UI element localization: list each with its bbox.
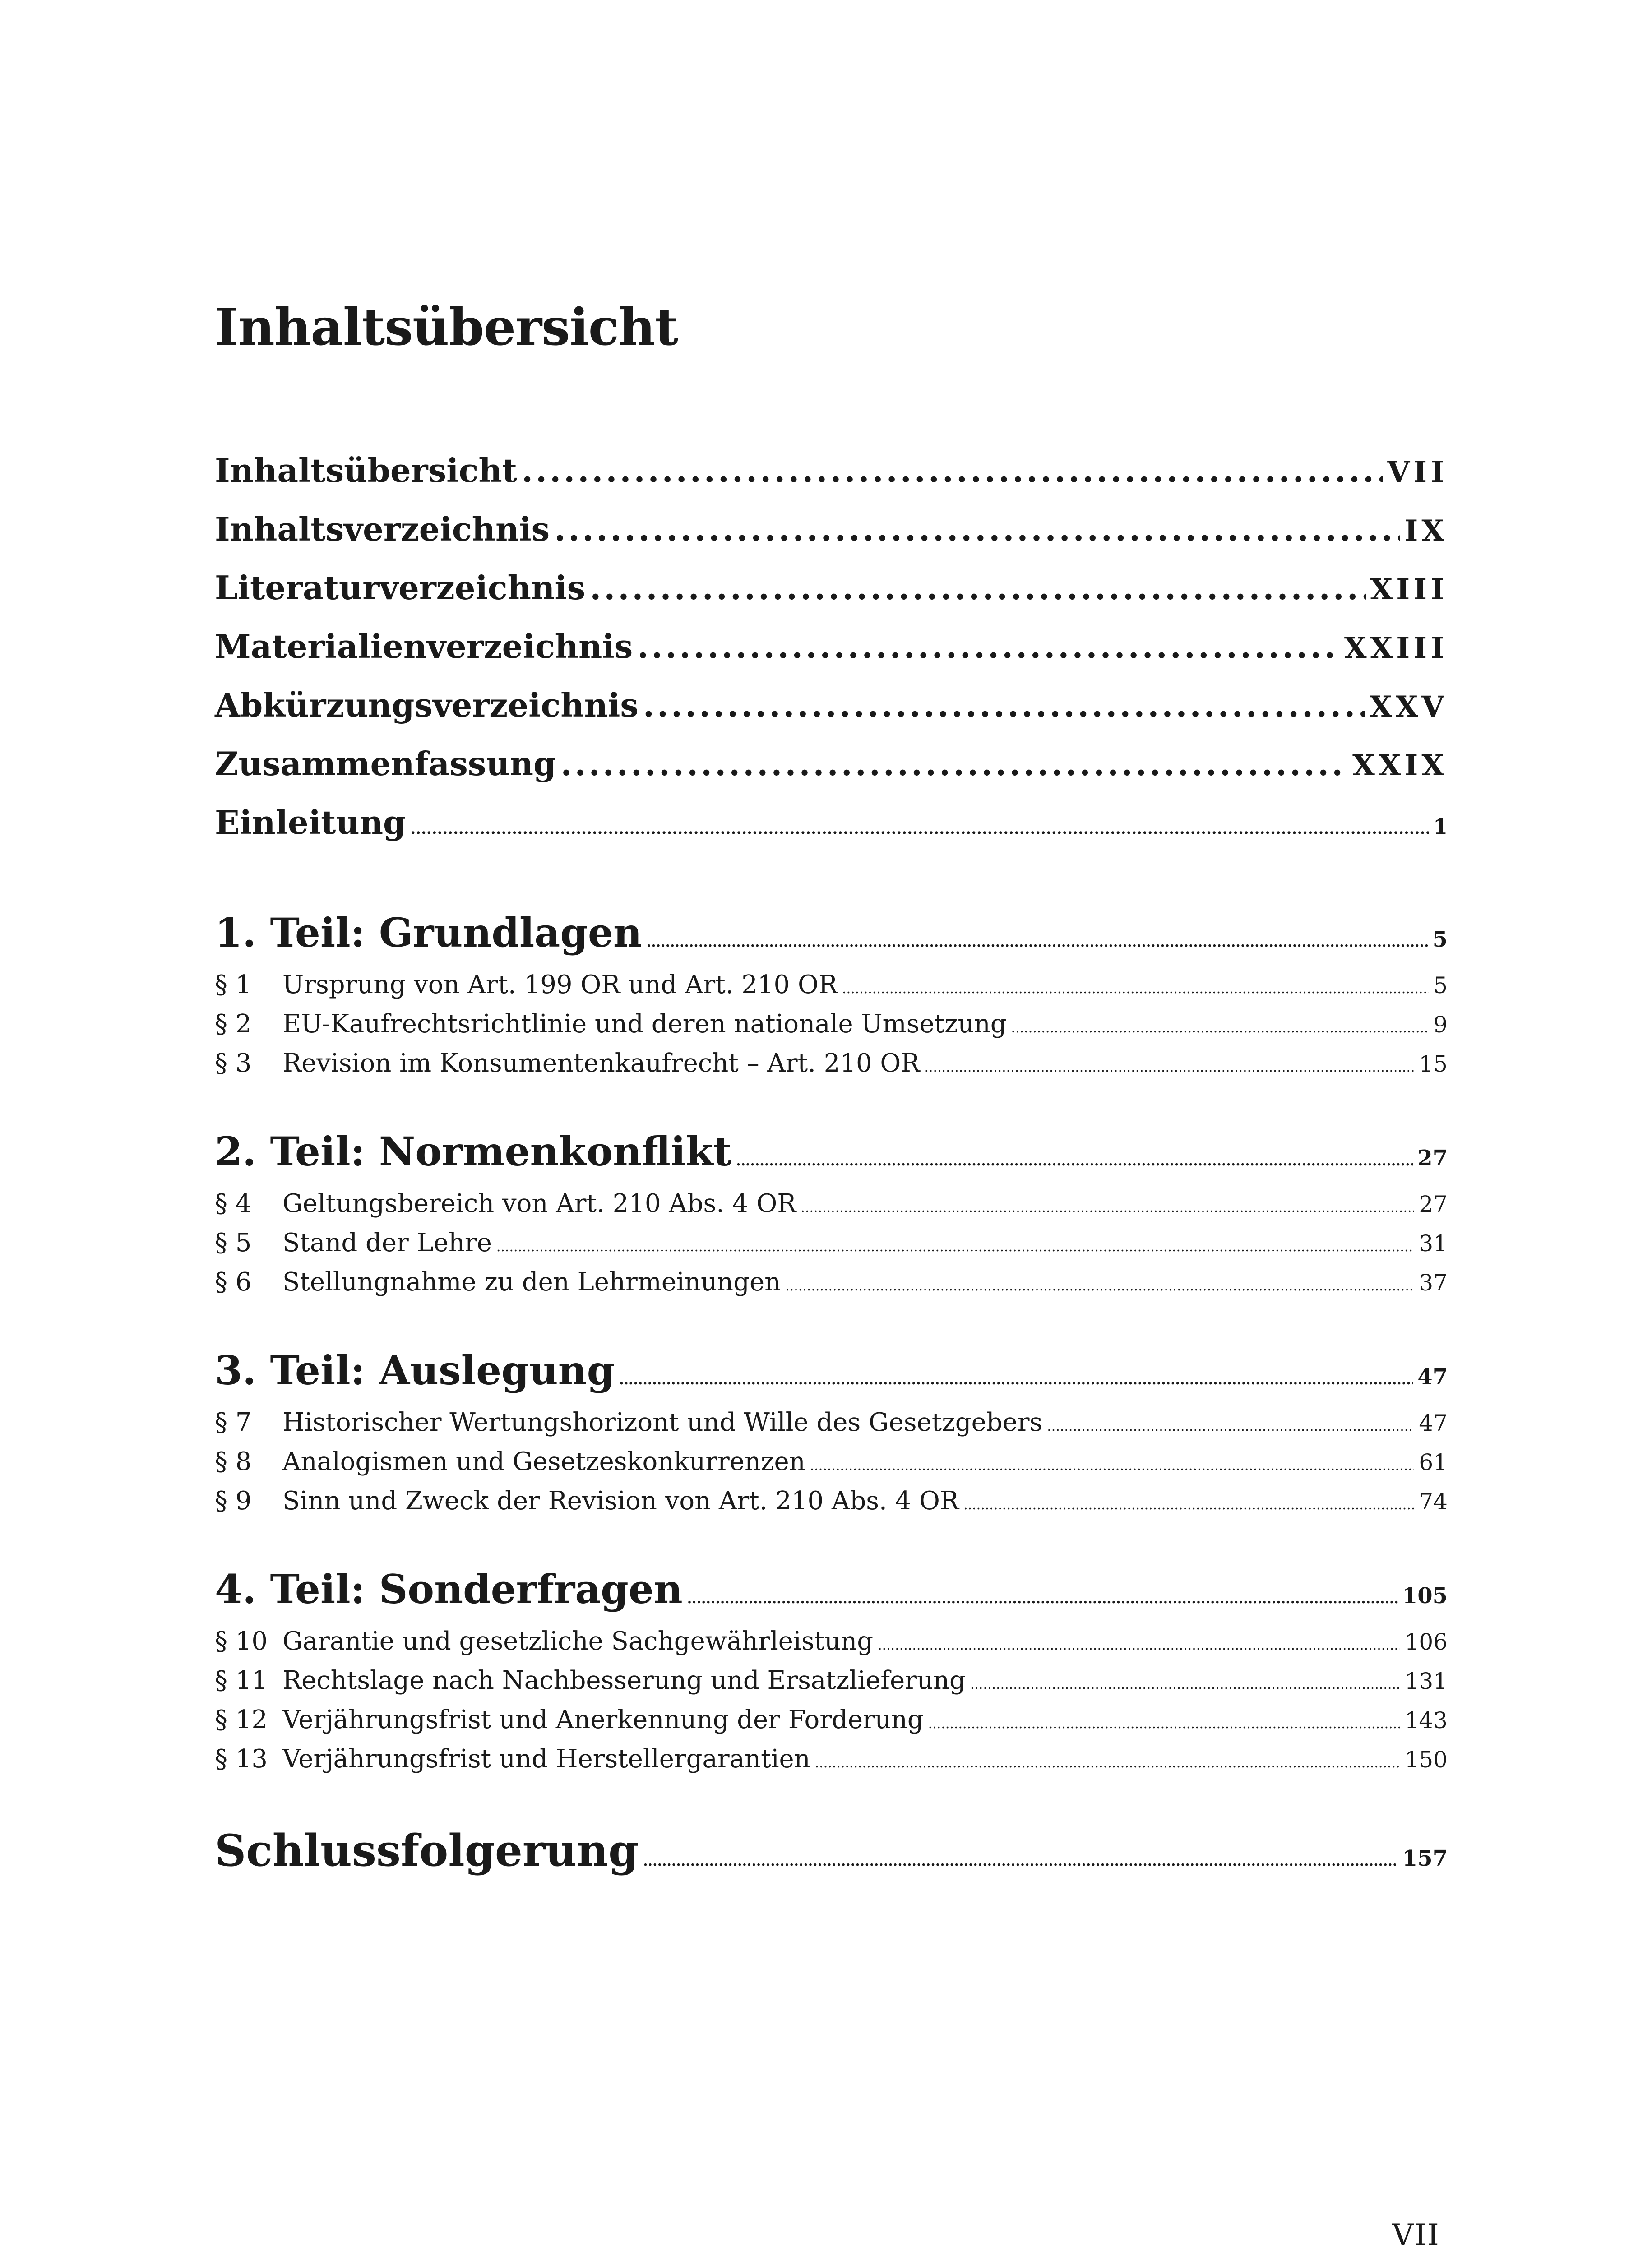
dot-leader bbox=[878, 1637, 1400, 1653]
section-number: § 11 bbox=[215, 1666, 268, 1695]
section-number: § 1 bbox=[215, 970, 252, 999]
section-page: 143 bbox=[1404, 1707, 1448, 1734]
toc-part-3[interactable] bbox=[215, 1347, 1448, 1394]
dot-leader bbox=[560, 744, 1348, 783]
toc-part-2[interactable] bbox=[215, 1128, 1448, 1175]
toc-section[interactable] bbox=[215, 1486, 1448, 1516]
toc-section[interactable] bbox=[215, 1705, 1448, 1734]
toc-entry-inhaltsverzeichnis[interactable] bbox=[215, 510, 1448, 559]
toc-section[interactable] bbox=[215, 1666, 1448, 1695]
toc-part-page: 47 bbox=[1417, 1364, 1448, 1390]
toc-part-title: 3. Teil: Auslegung bbox=[215, 1347, 615, 1394]
toc-entry-page: XIII bbox=[1370, 573, 1448, 606]
page-title: Inhaltsübersicht bbox=[215, 298, 678, 357]
section-number: § 6 bbox=[215, 1267, 252, 1297]
dot-leader bbox=[554, 510, 1400, 548]
toc-section[interactable] bbox=[215, 1408, 1448, 1437]
section-title: Historischer Wertungshorizont und Wille des Gesetzgebers bbox=[282, 1408, 1043, 1437]
section-page: 37 bbox=[1419, 1270, 1448, 1296]
toc-section[interactable] bbox=[215, 1447, 1448, 1476]
section-page: 27 bbox=[1419, 1191, 1448, 1217]
section-page: 150 bbox=[1404, 1747, 1448, 1773]
dot-leader bbox=[410, 820, 1429, 838]
section-number: § 12 bbox=[215, 1705, 268, 1734]
section-title: EU-Kaufrechtsrichtlinie und deren nationale Umsetzung bbox=[282, 1009, 1007, 1039]
dot-leader bbox=[637, 627, 1340, 666]
toc-entry-page: XXV bbox=[1370, 690, 1448, 724]
toc-entry-page: XXIII bbox=[1344, 631, 1448, 665]
toc-section[interactable] bbox=[215, 1627, 1448, 1656]
section-title: Ursprung von Art. 199 OR und Art. 210 OR bbox=[282, 970, 838, 999]
toc-conclusion[interactable] bbox=[215, 1825, 1448, 1876]
dot-leader bbox=[963, 1497, 1414, 1513]
toc-part-page: 105 bbox=[1402, 1583, 1448, 1609]
toc-section[interactable] bbox=[215, 1744, 1448, 1774]
section-title: Revision im Konsumentenkaufrecht – Art. 210 OR bbox=[282, 1049, 920, 1078]
toc-entry-einleitung[interactable] bbox=[215, 803, 1448, 853]
section-title: Sinn und Zweck der Revision von Art. 210 Abs. 4 OR bbox=[282, 1486, 959, 1516]
toc-entry-abkuerzungsverzeichnis[interactable] bbox=[215, 686, 1448, 735]
dot-leader bbox=[928, 1716, 1400, 1732]
section-title: Rechtslage nach Nachbesserung und Ersatzlieferung bbox=[282, 1666, 966, 1695]
dot-leader bbox=[687, 1591, 1398, 1607]
toc-entry-label: Literaturverzeichnis bbox=[215, 569, 586, 607]
dot-leader bbox=[815, 1755, 1400, 1771]
dot-leader bbox=[810, 1458, 1415, 1474]
section-title: Stellungnahme zu den Lehrmeinungen bbox=[282, 1267, 781, 1297]
toc-entry-label: Zusammenfassung bbox=[215, 744, 556, 783]
section-page: 74 bbox=[1419, 1489, 1448, 1515]
toc-entry-materialienverzeichnis[interactable] bbox=[215, 627, 1448, 677]
toc-entry-page: IX bbox=[1404, 514, 1448, 548]
toc-entry-label: Inhaltsverzeichnis bbox=[215, 510, 550, 548]
dot-leader bbox=[522, 451, 1383, 490]
toc-part-title: 2. Teil: Normenkonflikt bbox=[215, 1128, 732, 1175]
section-page: 5 bbox=[1433, 972, 1448, 999]
toc-entry-inhaltsuebersicht[interactable] bbox=[215, 451, 1448, 501]
section-number: § 4 bbox=[215, 1189, 252, 1218]
dot-leader bbox=[590, 569, 1365, 607]
toc-entry-page: XXIX bbox=[1352, 749, 1448, 782]
dot-leader bbox=[619, 1372, 1413, 1388]
toc-section[interactable] bbox=[215, 1189, 1448, 1218]
toc-part-title: 4. Teil: Sonderfragen bbox=[215, 1566, 683, 1613]
dot-leader bbox=[1047, 1419, 1414, 1434]
toc-part-page: 27 bbox=[1417, 1146, 1448, 1171]
section-number: § 8 bbox=[215, 1447, 252, 1476]
section-title: Verjährungsfrist und Anerkennung der Forderung bbox=[282, 1705, 924, 1734]
toc-section[interactable] bbox=[215, 1009, 1448, 1039]
section-number: § 2 bbox=[215, 1009, 252, 1039]
toc-conclusion-page: 157 bbox=[1402, 1846, 1448, 1871]
section-page: 9 bbox=[1433, 1012, 1448, 1038]
toc-part-title: 1. Teil: Grundlagen bbox=[215, 909, 642, 956]
section-number: § 10 bbox=[215, 1627, 268, 1656]
toc-part-page: 5 bbox=[1432, 927, 1448, 952]
section-title: Analogismen und Gesetzeskonkurrenzen bbox=[282, 1447, 805, 1476]
dot-leader bbox=[736, 1153, 1413, 1169]
toc-section[interactable] bbox=[215, 970, 1448, 999]
section-number: § 9 bbox=[215, 1486, 252, 1516]
toc-section[interactable] bbox=[215, 1049, 1448, 1078]
section-page: 61 bbox=[1419, 1449, 1448, 1475]
section-number: § 3 bbox=[215, 1049, 252, 1078]
toc-entry-page: VII bbox=[1387, 455, 1448, 489]
dot-leader bbox=[924, 1059, 1414, 1075]
toc-entry-label: Materialienverzeichnis bbox=[215, 627, 633, 666]
section-number: § 7 bbox=[215, 1408, 252, 1437]
dot-leader bbox=[643, 1854, 1398, 1869]
toc-entry-label: Einleitung bbox=[215, 803, 406, 841]
dot-leader bbox=[970, 1677, 1400, 1692]
toc-entry-label: Inhaltsübersicht bbox=[215, 451, 517, 490]
section-number: § 13 bbox=[215, 1744, 268, 1774]
section-title: Geltungsbereich von Art. 210 Abs. 4 OR bbox=[282, 1189, 796, 1218]
toc-conclusion-title: Schlussfolgerung bbox=[215, 1825, 639, 1876]
toc-entry-label: Abkürzungsverzeichnis bbox=[215, 686, 639, 724]
section-page: 131 bbox=[1404, 1668, 1448, 1694]
section-page: 15 bbox=[1419, 1051, 1448, 1077]
toc-section[interactable] bbox=[215, 1267, 1448, 1297]
toc-part-4[interactable] bbox=[215, 1566, 1448, 1613]
section-number: § 5 bbox=[215, 1228, 252, 1257]
section-title: Verjährungsfrist und Herstellergarantien bbox=[282, 1744, 810, 1774]
dot-leader bbox=[1011, 1020, 1429, 1036]
section-title: Garantie und gesetzliche Sachgewährleistung bbox=[282, 1627, 874, 1656]
toc-section[interactable] bbox=[215, 1228, 1448, 1257]
toc-entry-literaturverzeichnis[interactable] bbox=[215, 569, 1448, 618]
section-page: 47 bbox=[1419, 1410, 1448, 1436]
page-number: VII bbox=[1392, 2218, 1440, 2252]
dot-leader bbox=[496, 1239, 1415, 1255]
dot-leader bbox=[647, 934, 1428, 950]
dot-leader bbox=[785, 1278, 1414, 1294]
dot-leader bbox=[842, 981, 1429, 997]
section-page: 31 bbox=[1419, 1230, 1448, 1257]
toc-entry-page: 1 bbox=[1433, 814, 1448, 839]
dot-leader bbox=[643, 686, 1365, 724]
section-page: 106 bbox=[1404, 1629, 1448, 1655]
toc-part-1[interactable] bbox=[215, 909, 1448, 956]
dot-leader bbox=[801, 1200, 1414, 1216]
toc-entry-zusammenfassung[interactable] bbox=[215, 744, 1448, 794]
section-title: Stand der Lehre bbox=[282, 1228, 492, 1257]
